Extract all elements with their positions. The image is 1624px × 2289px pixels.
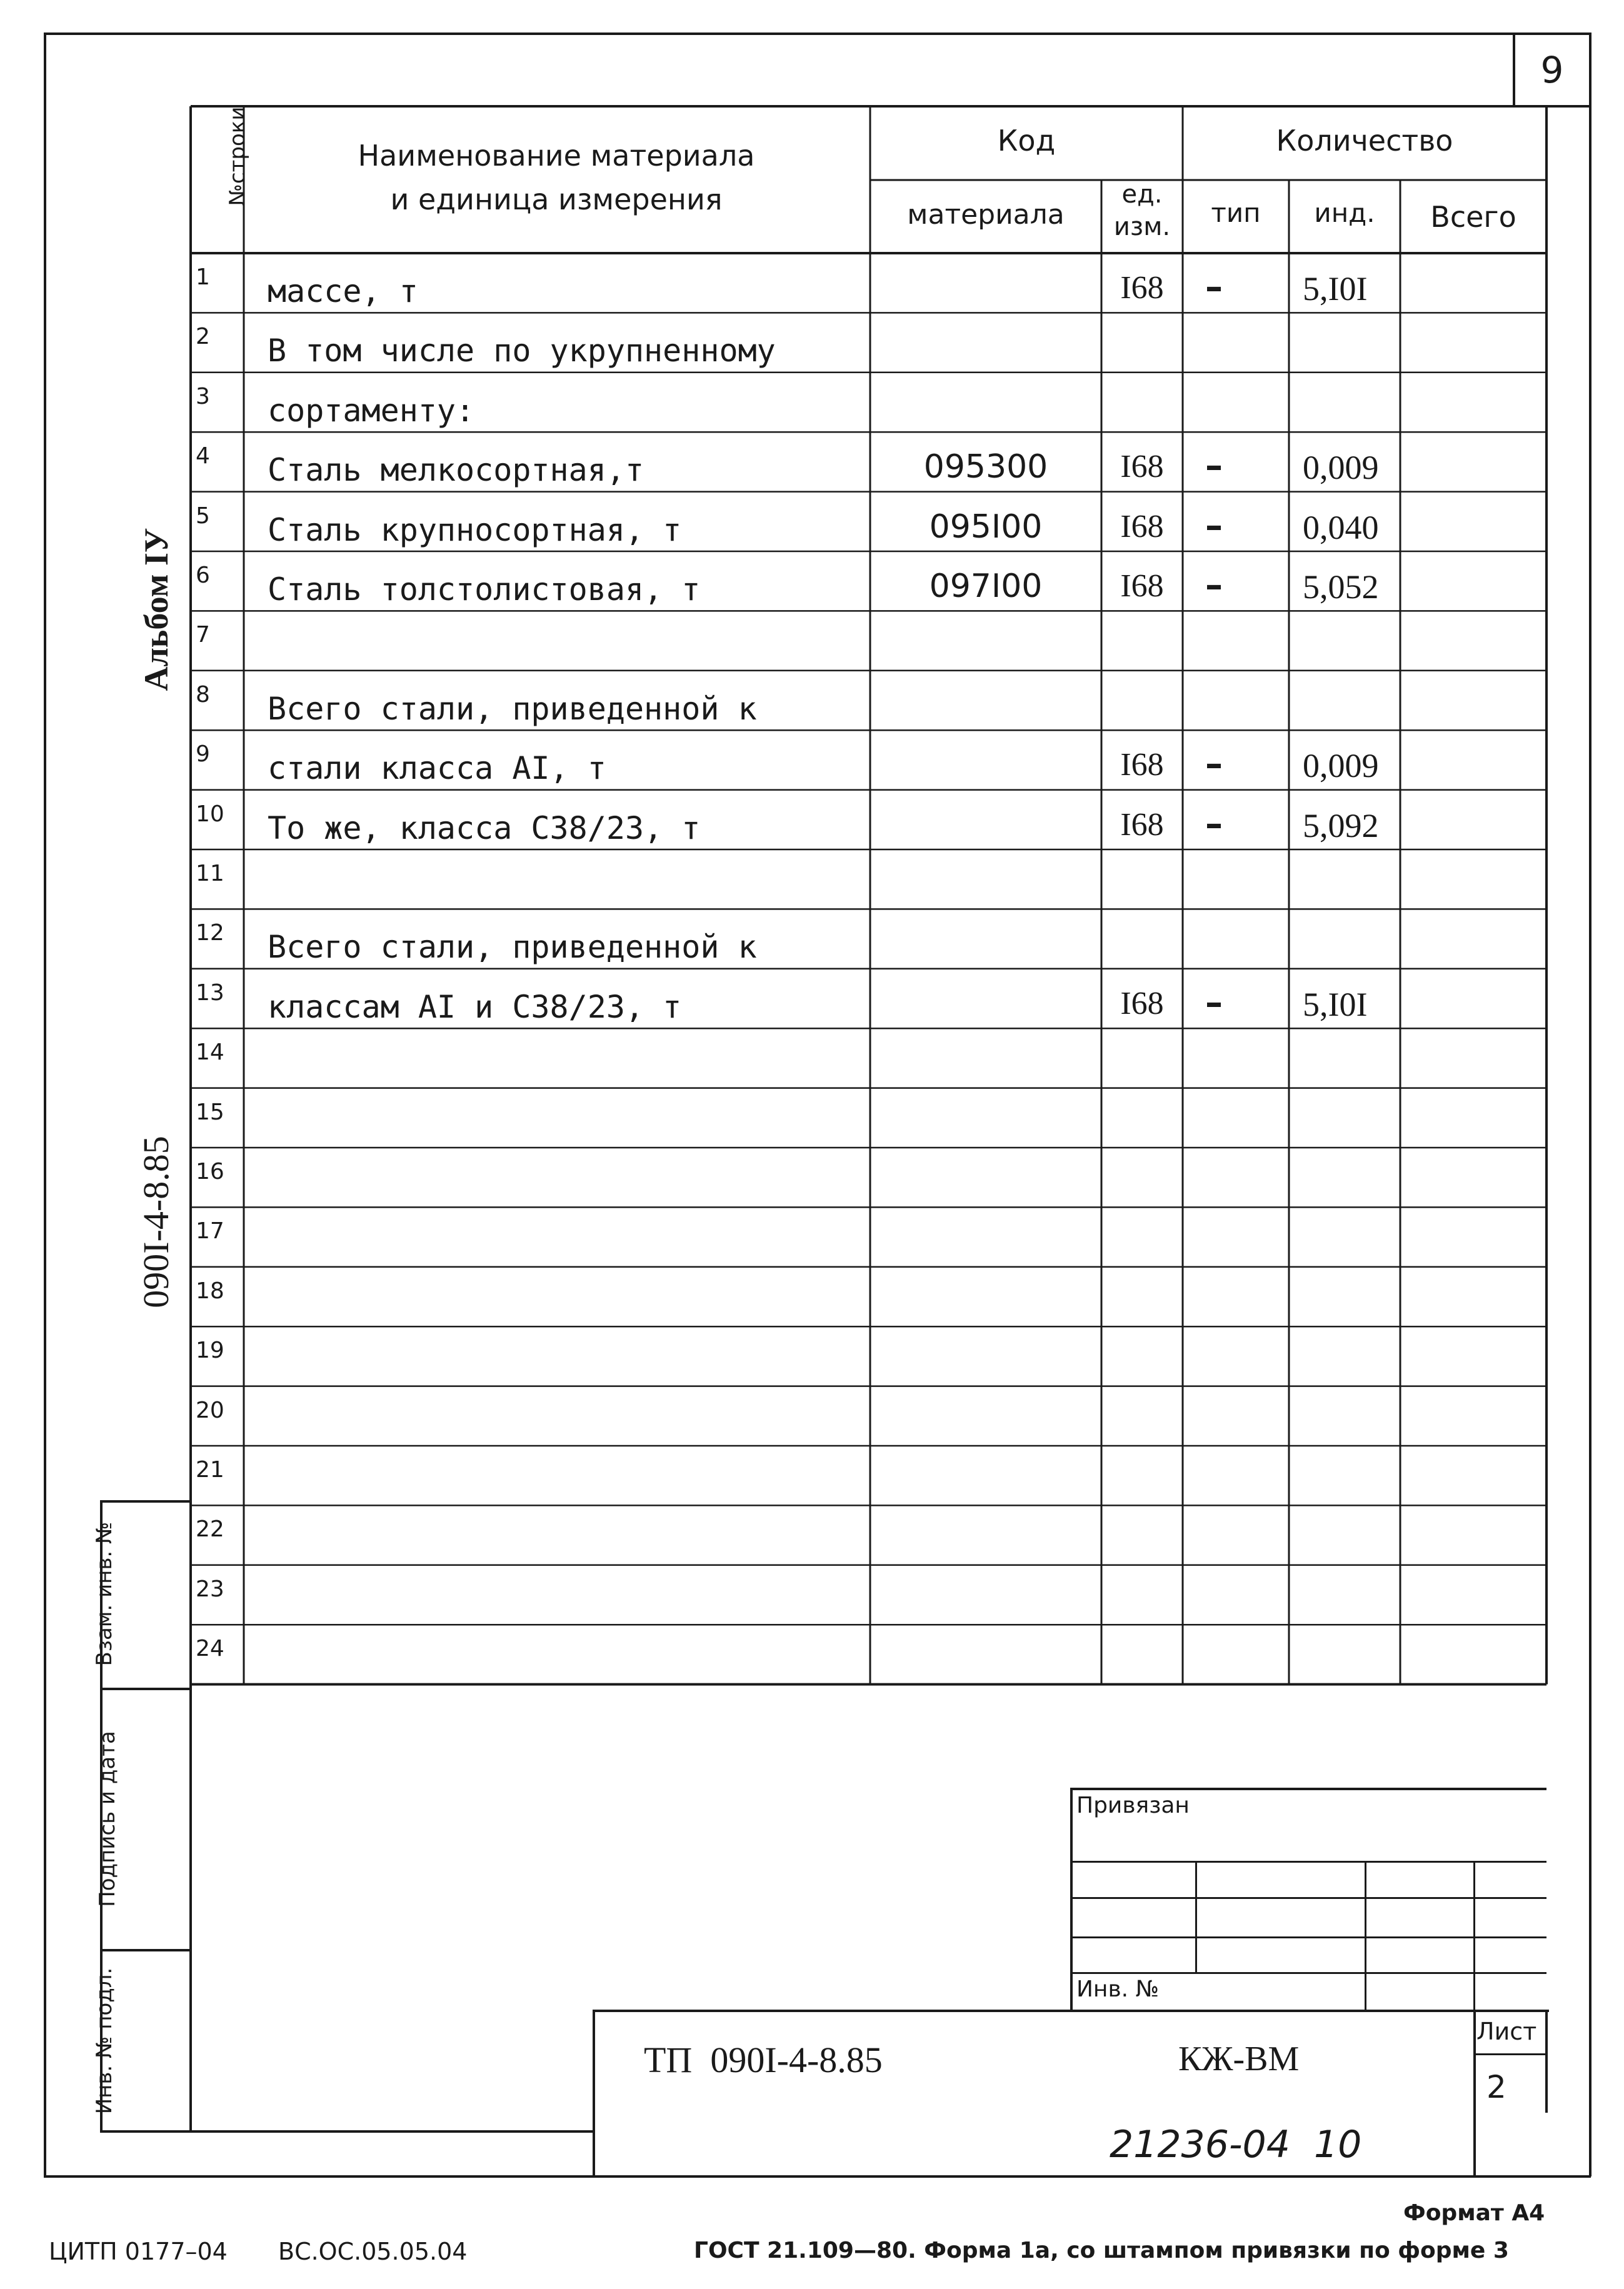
vzam-inv-label: Взам. инв. № xyxy=(92,1521,117,1666)
row-typ: – xyxy=(1205,446,1223,487)
row-name: Сталь крупносортная, т xyxy=(268,511,682,548)
row-unit: I68 xyxy=(1120,985,1164,1021)
privyazan-label: Привязан xyxy=(1076,1793,1190,1818)
header-unit-line2: изм. xyxy=(1113,213,1171,241)
footer-gost: ГОСТ 21.109—80. Форма 1а, со штампом привязки по форме 3 xyxy=(694,2238,1509,2263)
row-unit: I68 xyxy=(1120,270,1164,306)
row-unit: I68 xyxy=(1120,806,1164,843)
row-number: 18 xyxy=(196,1278,224,1304)
row-typ: – xyxy=(1205,803,1223,844)
row-number: 4 xyxy=(196,443,210,469)
row-ind: 0,009 xyxy=(1303,449,1379,487)
row-number: 16 xyxy=(196,1159,224,1185)
privyazan-col1 xyxy=(1195,1861,1197,1974)
row-number: 22 xyxy=(196,1516,224,1543)
row-number: 8 xyxy=(196,681,210,708)
row-typ: – xyxy=(1205,982,1223,1023)
stamp-box-top xyxy=(593,2010,1549,2012)
row-name: сортаменту: xyxy=(268,392,475,429)
header-typ: тип xyxy=(1211,198,1261,228)
inv-podl-label: Инв. № подл. xyxy=(92,1967,117,2115)
header-row-number: №строки xyxy=(225,106,250,206)
row-typ: – xyxy=(1205,565,1223,606)
row-number: 6 xyxy=(196,563,210,588)
row-ind: 5,I0I xyxy=(1303,985,1368,1023)
row-name: Сталь толстолистовая, т xyxy=(268,571,701,608)
format-label: Формат А4 xyxy=(1403,2200,1545,2226)
handwritten-number: 21236-04 10 xyxy=(1110,2123,1362,2166)
stamp-list-label: Лист xyxy=(1476,2018,1537,2045)
row-number: 10 xyxy=(196,801,224,827)
row-name: стали класса АI, т xyxy=(268,750,606,787)
header-quantity: Количество xyxy=(1276,124,1453,158)
stamp-list-row xyxy=(1473,2053,1547,2055)
row-unit: I68 xyxy=(1120,508,1164,544)
header-material-code: материала xyxy=(907,199,1065,231)
row-name: массе, т xyxy=(268,273,418,309)
header-total: Всего xyxy=(1430,200,1516,234)
header-ind: инд. xyxy=(1314,198,1375,228)
row-number: 21 xyxy=(196,1457,224,1483)
privyazan-col3 xyxy=(1473,1861,1475,2011)
privyazan-box-left xyxy=(1070,1788,1073,2011)
row-code: 095I00 xyxy=(929,508,1043,546)
row-typ: – xyxy=(1205,267,1223,308)
stamp-box-right xyxy=(1545,2010,1548,2113)
row-number: 17 xyxy=(196,1218,224,1245)
header-code: Код xyxy=(997,124,1056,158)
row-number: 23 xyxy=(196,1576,224,1602)
row-ind: 5,052 xyxy=(1303,568,1379,606)
privyazan-box-top xyxy=(1070,1788,1546,1790)
row-name: классам АI и С38/23, т xyxy=(268,988,682,1025)
row-ind: 5,092 xyxy=(1303,806,1379,844)
stamp-list-divider xyxy=(1473,2010,1476,2177)
row-number: 11 xyxy=(196,861,224,886)
row-number: 14 xyxy=(196,1039,224,1066)
row-number: 2 xyxy=(196,324,210,350)
row-name: Всего стали, приведенной к xyxy=(268,929,757,966)
stamp-box-left xyxy=(593,2010,595,2177)
row-number: 1 xyxy=(196,264,210,290)
row-ind: 0,009 xyxy=(1303,747,1379,785)
row-number: 5 xyxy=(196,503,210,529)
row-number: 24 xyxy=(196,1636,224,1662)
row-code: 097I00 xyxy=(929,568,1043,605)
row-name: В том числе по укрупненному xyxy=(268,333,776,369)
page-number: 9 xyxy=(1540,49,1564,91)
row-typ: – xyxy=(1205,505,1223,546)
side-doc-code: 090I-4-8.85 xyxy=(136,1136,176,1308)
row-number: 20 xyxy=(196,1397,224,1423)
footer-code-2: ВС.ОС.05.05.04 xyxy=(278,2238,468,2265)
row-code: 095300 xyxy=(923,448,1048,486)
stamp-doc-mark: КЖ-ВМ xyxy=(1178,2040,1300,2078)
row-number: 7 xyxy=(196,622,210,648)
header-unit-line1: ед. xyxy=(1121,180,1163,209)
row-number: 19 xyxy=(196,1338,224,1364)
footer-code-1: ЦИТП 0177–04 xyxy=(49,2238,228,2265)
row-ind: 5,I0I xyxy=(1303,270,1368,308)
row-name: Сталь мелкосортная,т xyxy=(268,452,644,489)
inv-no-label: Инв. № xyxy=(1076,1976,1160,2002)
row-number: 15 xyxy=(196,1099,224,1125)
row-number: 12 xyxy=(196,920,224,946)
header-name-line2: и единица измерения xyxy=(390,183,723,216)
album-label: Альбом IУ xyxy=(138,528,175,691)
privyazan-col2 xyxy=(1365,1861,1366,2011)
row-unit: I68 xyxy=(1120,449,1164,485)
row-unit: I68 xyxy=(1120,747,1164,783)
row-number: 3 xyxy=(196,383,210,409)
header-name-line1: Наименование материала xyxy=(358,139,755,173)
row-typ: – xyxy=(1205,744,1223,785)
row-number: 13 xyxy=(196,979,224,1006)
row-name: То же, класса С38/23, т xyxy=(268,809,701,846)
row-number: 9 xyxy=(196,741,210,768)
podpis-data-label: Подпись и дата xyxy=(95,1731,120,1907)
stamp-list-value: 2 xyxy=(1486,2069,1506,2105)
stamp-doc-number: ТП 090I-4-8.85 xyxy=(644,2040,883,2080)
row-unit: I68 xyxy=(1120,568,1164,604)
row-ind: 0,040 xyxy=(1303,508,1379,546)
row-name: Всего стали, приведенной к xyxy=(268,690,757,727)
